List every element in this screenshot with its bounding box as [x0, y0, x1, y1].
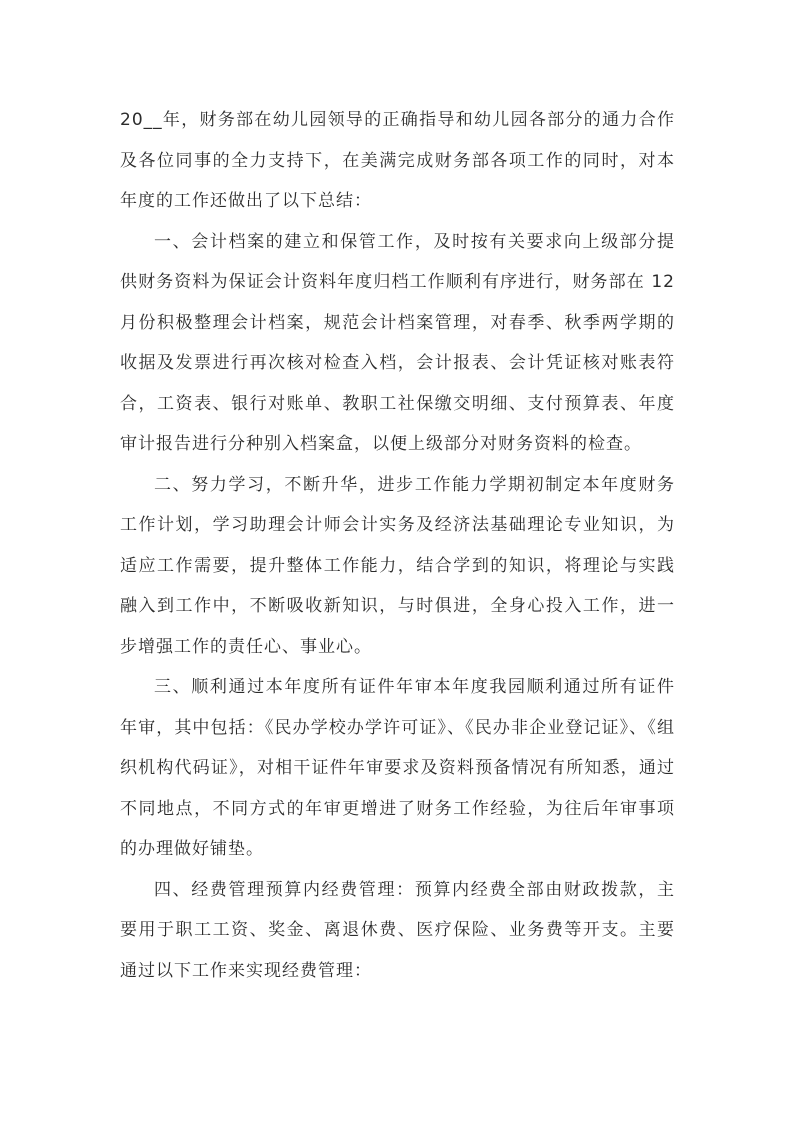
document-body: [120, 100, 675, 991]
section-budget-paragraph: 四、经费管理预算内经费管理：预算内经费全部由财政拨款，主要用于职工工资、奖金、离退休费、医疗保险、业务费等开支。主要通过以下工作来实现经费管理：: [120, 879, 675, 981]
section-archive-paragraph: 一、会计档案的建立和保管工作，及时按有关要求向上级部分提供财务资料为保证会计资料年度归档工作顺利有序进行，财务部在 12 月份积极整理会计档案，规范会计档案管理，对春季、秋季两学期的收据及发票进行再次核对检查入档，会计报表、会计凭证核对账表符合，工资表、银行对账单、教职工社保缴交明细、支付预算表、年度审计报告进行分种别入档案盒，以便上级部分对财务资料的检查。: [120, 231, 675, 454]
section-study-paragraph: 二、努力学习，不断升华，进步工作能力学期初制定本年度财务工作计划，学习助理会计师会计实务及经济法基础理论专业知识，为适应工作需要，提升整体工作能力，结合学到的知识，将理论与实践融入到工作中，不断吸收新知识，与时俱进，全身心投入工作，进一步增强工作的责任心、事业心。: [120, 474, 675, 657]
section-license-paragraph: 三、顺利通过本年度所有证件年审本年度我园顺利通过所有证件年审，其中包括：《民办学校办学许可证》、《民办非企业登记证》、《组织机构代码证》，对相干证件年审要求及资料预备情况有所知悉，通过不同地点，不同方式的年审更增进了财务工作经验，为往后年审事项的办理做好铺垫。: [120, 677, 675, 859]
intro-paragraph: 20__年，财务部在幼儿园领导的正确指导和幼儿园各部分的通力合作及各位同事的全力支持下，在美满完成财务部各项工作的同时，对本年度的工作还做出了以下总结：: [120, 110, 675, 211]
